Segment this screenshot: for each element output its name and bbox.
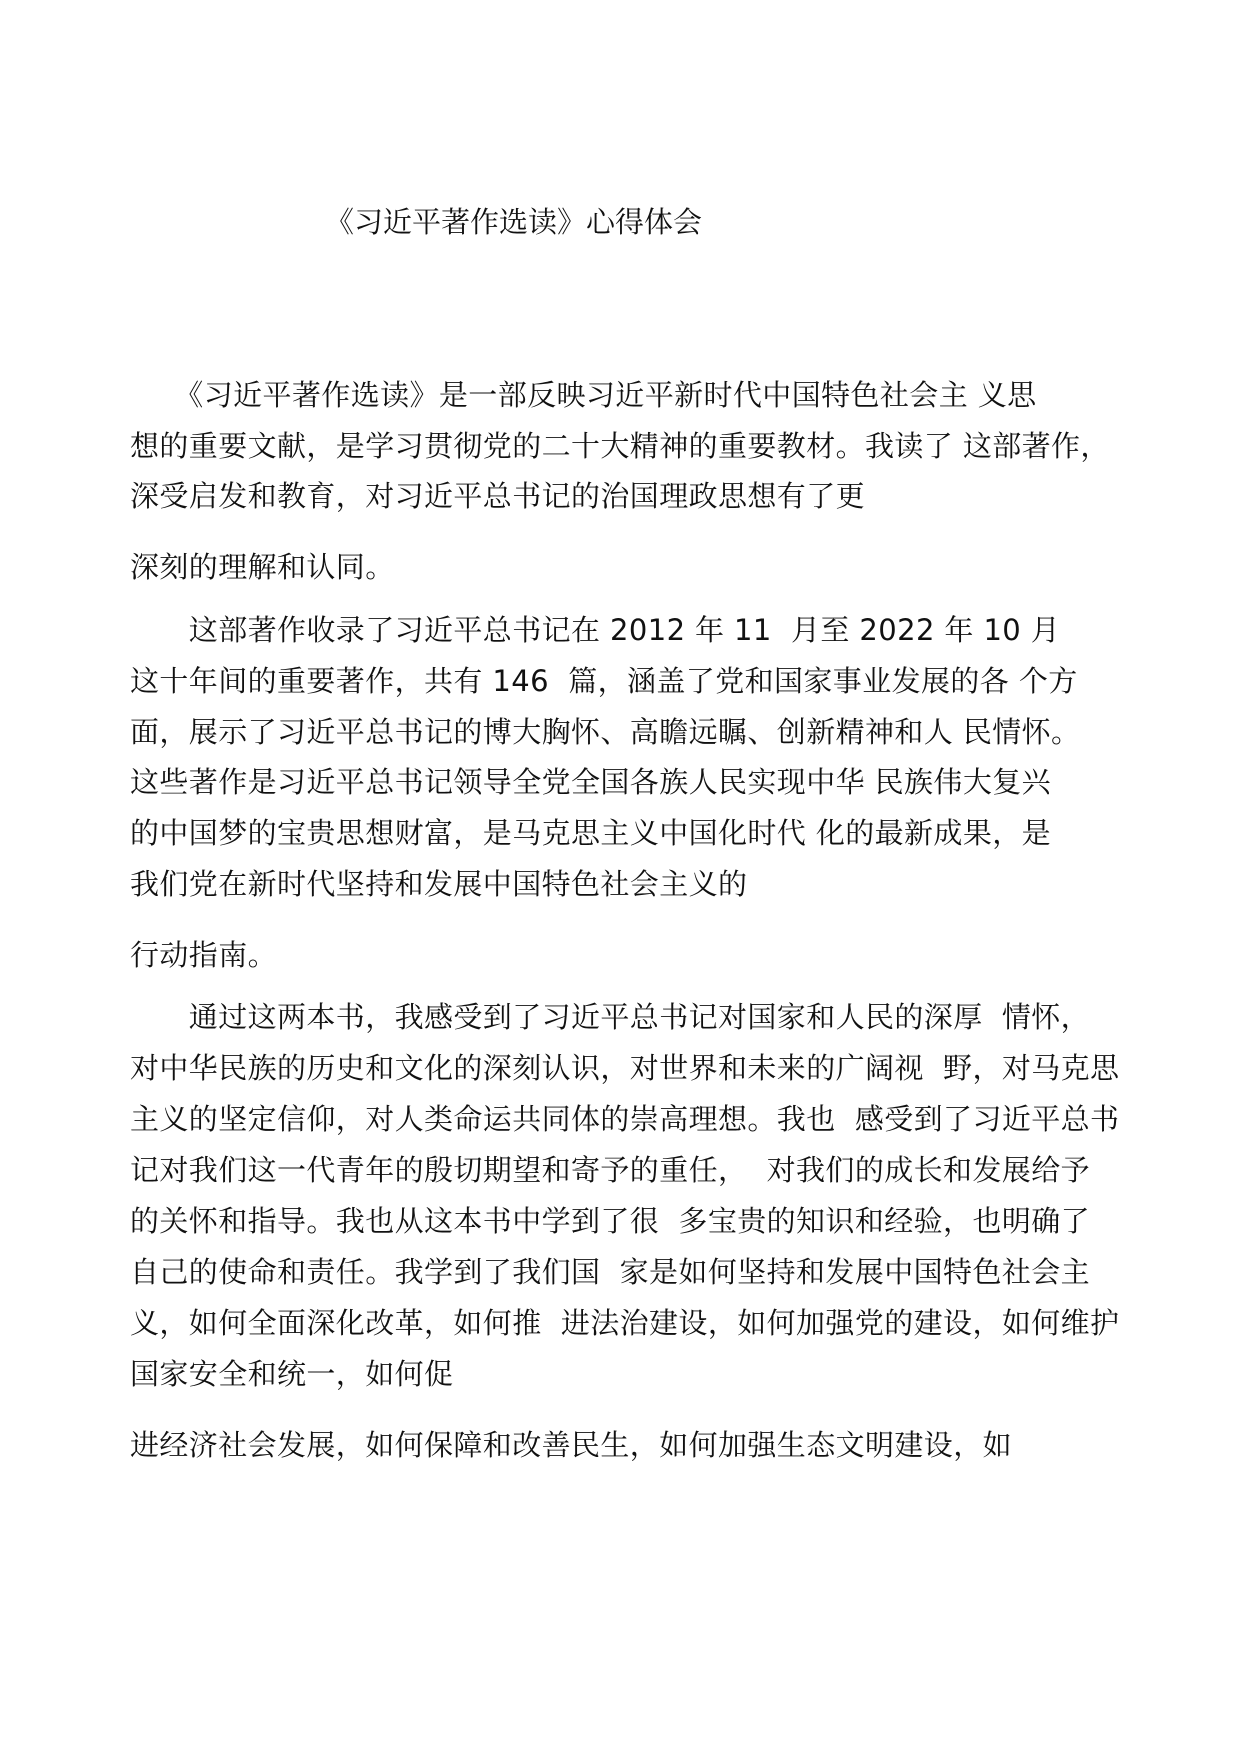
text-line: 这十年间的重要著作，共有 146 篇，涵盖了党和国家事业发展的各 个方 (130, 664, 1078, 698)
text-line: 对中华民族的历史和文化的深刻认识，对世界和未来的广阔视 野，对马克思 (130, 1051, 1120, 1085)
text-line: 面，展示了习近平总书记的博大胸怀、高瞻远瞩、创新精神和人 民情怀。 (130, 715, 1081, 749)
text-line: 的关怀和指导。我也从这本书中学到了很 多宝贵的知识和经验，也明确了 (130, 1204, 1091, 1238)
text-line: 通过这两本书，我感受到了习近平总书记对国家和人民的深厚 情怀， (130, 1000, 1091, 1034)
text-line: 的中国梦的宝贵思想财富，是马克思主义中国化时代 化的最新成果，是 (130, 816, 1052, 850)
text-line: 行动指南。 (130, 938, 278, 972)
document-title: 《习近平著作选读》心得体会 (325, 205, 703, 239)
text-line: 《习近平著作选读》是一部反映习近平新时代中国特色社会主 义思 (130, 378, 1037, 412)
text-line: 深刻的理解和认同。 (130, 550, 395, 584)
text-line: 这部著作收录了习近平总书记在 2012 年 11 月至 2022 年 10 月 (130, 613, 1061, 647)
text-line: 进经济社会发展，如何保障和改善民生，如何加强生态文明建设，如 (130, 1428, 1013, 1462)
text-line: 主义的坚定信仰，对人类命运共同体的崇高理想。我也 感受到了习近平总书 (130, 1102, 1120, 1136)
text-line: 我们党在新时代坚持和发展中国特色社会主义的 (130, 867, 748, 901)
text-line: 国家安全和统一，如何促 (130, 1357, 454, 1391)
text-line: 义，如何全面深化改革，如何推 进法治建设，如何加强党的建设，如何维护 (130, 1306, 1120, 1340)
text-line: 记对我们这一代青年的殷切期望和寄予的重任， 对我们的成长和发展给予 (130, 1153, 1091, 1187)
text-line: 想的重要文献，是学习贯彻党的二十大精神的重要教材。我读了 这部著作， (130, 429, 1110, 463)
text-line: 自己的使命和责任。我学到了我们国 家是如何坚持和发展中国特色社会主 (130, 1255, 1091, 1289)
text-line: 深受启发和教育，对习近平总书记的治国理政思想有了更 (130, 479, 866, 513)
text-line: 这些著作是习近平总书记领导全党全国各族人民实现中华 民族伟大复兴 (130, 765, 1052, 799)
